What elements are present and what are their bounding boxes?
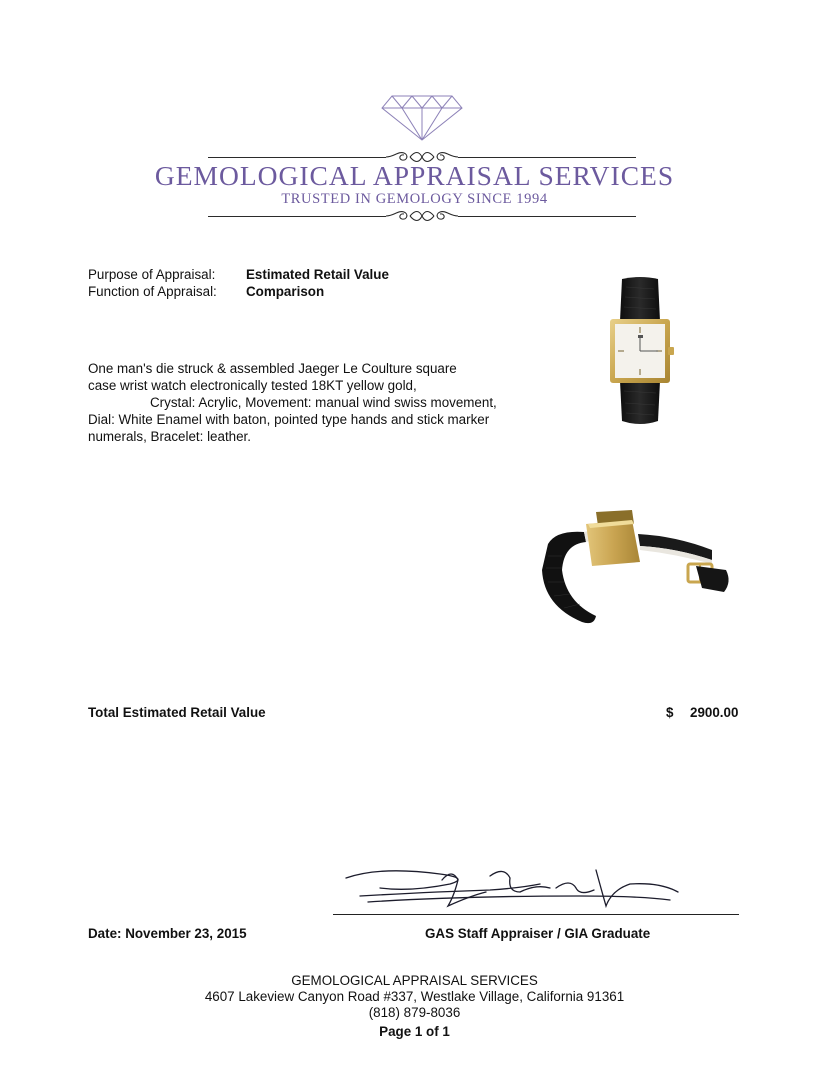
wristwatch-side-photo [536, 510, 736, 628]
description-line: One man's die struck & assembled Jaeger Le Coulture square [88, 361, 457, 376]
purpose-label: Purpose of Appraisal: [88, 267, 216, 282]
function-label: Function of Appraisal: [88, 284, 217, 299]
appraiser-signature [340, 862, 680, 920]
purpose-value: Estimated Retail Value [246, 267, 389, 282]
footer-address: 4607 Lakeview Canyon Road #337, Westlake Village, California 91361 [204, 989, 625, 1004]
company-name: GEMOLOGICAL APPRAISAL SERVICES [154, 160, 675, 191]
description-line: Crystal: Acrylic, Movement: manual wind swiss movement, [150, 395, 497, 410]
diamond-icon [380, 92, 464, 142]
header-rule [208, 157, 386, 158]
function-value: Comparison [246, 284, 325, 299]
description-line: Dial: White Enamel with baton, pointed type hands and stick marker [88, 412, 490, 427]
appraiser-title: GAS Staff Appraiser / GIA Graduate [425, 926, 651, 941]
description-line: case wrist watch electronically tested 18KT yellow gold, [88, 378, 417, 393]
header-rule [458, 216, 636, 217]
flourish-ornament-icon [384, 207, 460, 225]
total-label: Total Estimated Retail Value [88, 705, 266, 720]
wristwatch-front-photo [600, 277, 680, 425]
footer-phone: (818) 879-8036 [368, 1005, 461, 1020]
item-description [88, 360, 508, 445]
footer-company: GEMOLOGICAL APPRAISAL SERVICES [291, 973, 538, 988]
company-tagline: TRUSTED IN GEMOLOGY SINCE 1994 [281, 191, 548, 207]
total-amount: 2900.00 [690, 705, 739, 720]
signature-line [333, 914, 739, 915]
header-rule [458, 157, 636, 158]
header-rule [208, 216, 386, 217]
page-number: Page 1 of 1 [379, 1024, 450, 1039]
total-currency: $ [666, 705, 674, 720]
description-line: numerals, Bracelet: leather. [88, 429, 252, 444]
appraisal-date: Date: November 23, 2015 [88, 926, 247, 941]
